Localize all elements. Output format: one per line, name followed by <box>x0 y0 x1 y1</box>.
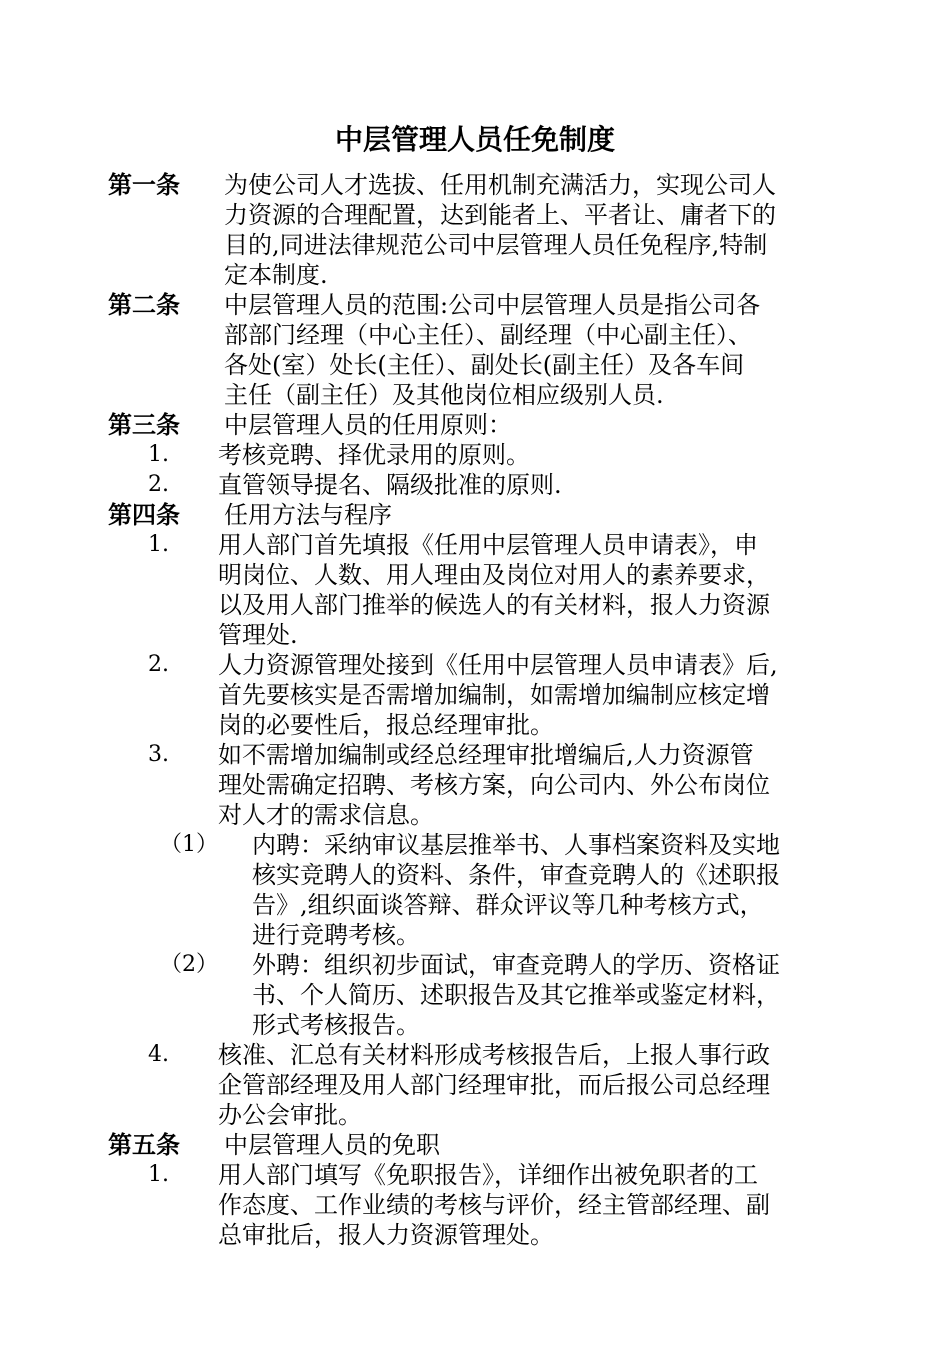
item-line: 总审批后，报人力资源管理处。 <box>218 1221 554 1249</box>
article-label: 第三条 <box>108 411 180 439</box>
subitem-line: 核实竞聘人的资料、条件，审查竞聘人的《述职报 <box>252 861 780 889</box>
item-line: 直管领导提名、隔级批准的原则. <box>218 471 562 499</box>
subitem-line: 内聘：采纳审议基层推举书、人事档案资料及实地 <box>252 831 780 859</box>
subitem-line: 进行竞聘考核。 <box>252 921 420 949</box>
item-number: 4. <box>148 1042 169 1067</box>
item-number: 2. <box>148 472 169 497</box>
subitem-line: 告》,组织面谈答辩、群众评议等几种考核方式， <box>252 891 764 919</box>
item-line: 管理处. <box>218 621 298 649</box>
article-label: 第二条 <box>108 291 180 319</box>
article-1-line: 目的,同进法律规范公司中层管理人员任免程序,特制 <box>224 231 768 259</box>
article-2-line: 主任（副主任）及其他岗位相应级别人员. <box>224 381 664 409</box>
article-5-line: 中层管理人员的免职 <box>224 1131 440 1159</box>
item-line: 如不需增加编制或经总经理审批增编后,人力资源管 <box>218 741 754 769</box>
article-3-line: 中层管理人员的任用原则： <box>224 411 512 439</box>
item-line: 考核竞聘、择优录用的原则。 <box>218 441 530 469</box>
subitem-number: （2） <box>160 952 218 977</box>
subitem-line: 外聘：组织初步面试，审查竞聘人的学历、资格证 <box>252 951 780 979</box>
item-line: 理处需确定招聘、考核方案，向公司内、外公布岗位 <box>218 771 770 799</box>
article-label: 第四条 <box>108 501 180 529</box>
item-line: 作态度、工作业绩的考核与评价，经主管部经理、副 <box>218 1191 770 1219</box>
item-line: 明岗位、人数、用人理由及岗位对用人的素养要求， <box>218 561 770 589</box>
subitem-line: 形式考核报告。 <box>252 1011 420 1039</box>
article-label: 第五条 <box>108 1131 180 1159</box>
article-label: 第一条 <box>108 171 180 199</box>
item-line: 人力资源管理处接到《任用中层管理人员申请表》后, <box>218 651 778 679</box>
item-number: 3. <box>148 742 169 767</box>
article-4-line: 任用方法与程序 <box>224 501 392 529</box>
item-line: 首先要核实是否需增加编制，如需增加编制应核定增 <box>218 681 770 709</box>
subitem-number: （1） <box>160 832 218 857</box>
item-number: 2. <box>148 652 169 677</box>
item-line: 办公会审批。 <box>218 1101 362 1129</box>
item-line: 企管部经理及用人部门经理审批，而后报公司总经理 <box>218 1071 770 1099</box>
article-1-line: 为使公司人才选拔、任用机制充满活力，实现公司人 <box>224 171 776 199</box>
item-line: 用人部门填写《免职报告》，详细作出被免职者的工 <box>218 1161 758 1189</box>
item-line: 岗的必要性后，报总经理审批。 <box>218 711 554 739</box>
article-2-line: 部部门经理（中心主任）、副经理（中心副主任）、 <box>224 321 752 349</box>
article-1-line: 力资源的合理配置，达到能者上、平者让、庸者下的 <box>224 201 776 229</box>
item-line: 用人部门首先填报《任用中层管理人员申请表》，申 <box>218 531 758 559</box>
article-1-line: 定本制度. <box>224 261 328 289</box>
item-number: 1. <box>148 442 169 467</box>
item-number: 1. <box>148 532 169 557</box>
article-2-line: 各处(室）处长(主任）、副处长(副主任）及各车间 <box>224 351 745 379</box>
item-line: 以及用人部门推举的候选人的有关材料，报人力资源 <box>218 591 770 619</box>
page-title: 中层管理人员任免制度 <box>334 123 615 156</box>
item-number: 1. <box>148 1162 169 1187</box>
item-line: 对人才的需求信息。 <box>218 801 434 829</box>
subitem-line: 书、个人简历、述职报告及其它推举或鉴定材料， <box>252 981 780 1009</box>
article-2-line: 中层管理人员的范围:公司中层管理人员是指公司各 <box>224 291 761 319</box>
item-line: 核准、汇总有关材料形成考核报告后，上报人事行政 <box>218 1041 770 1069</box>
